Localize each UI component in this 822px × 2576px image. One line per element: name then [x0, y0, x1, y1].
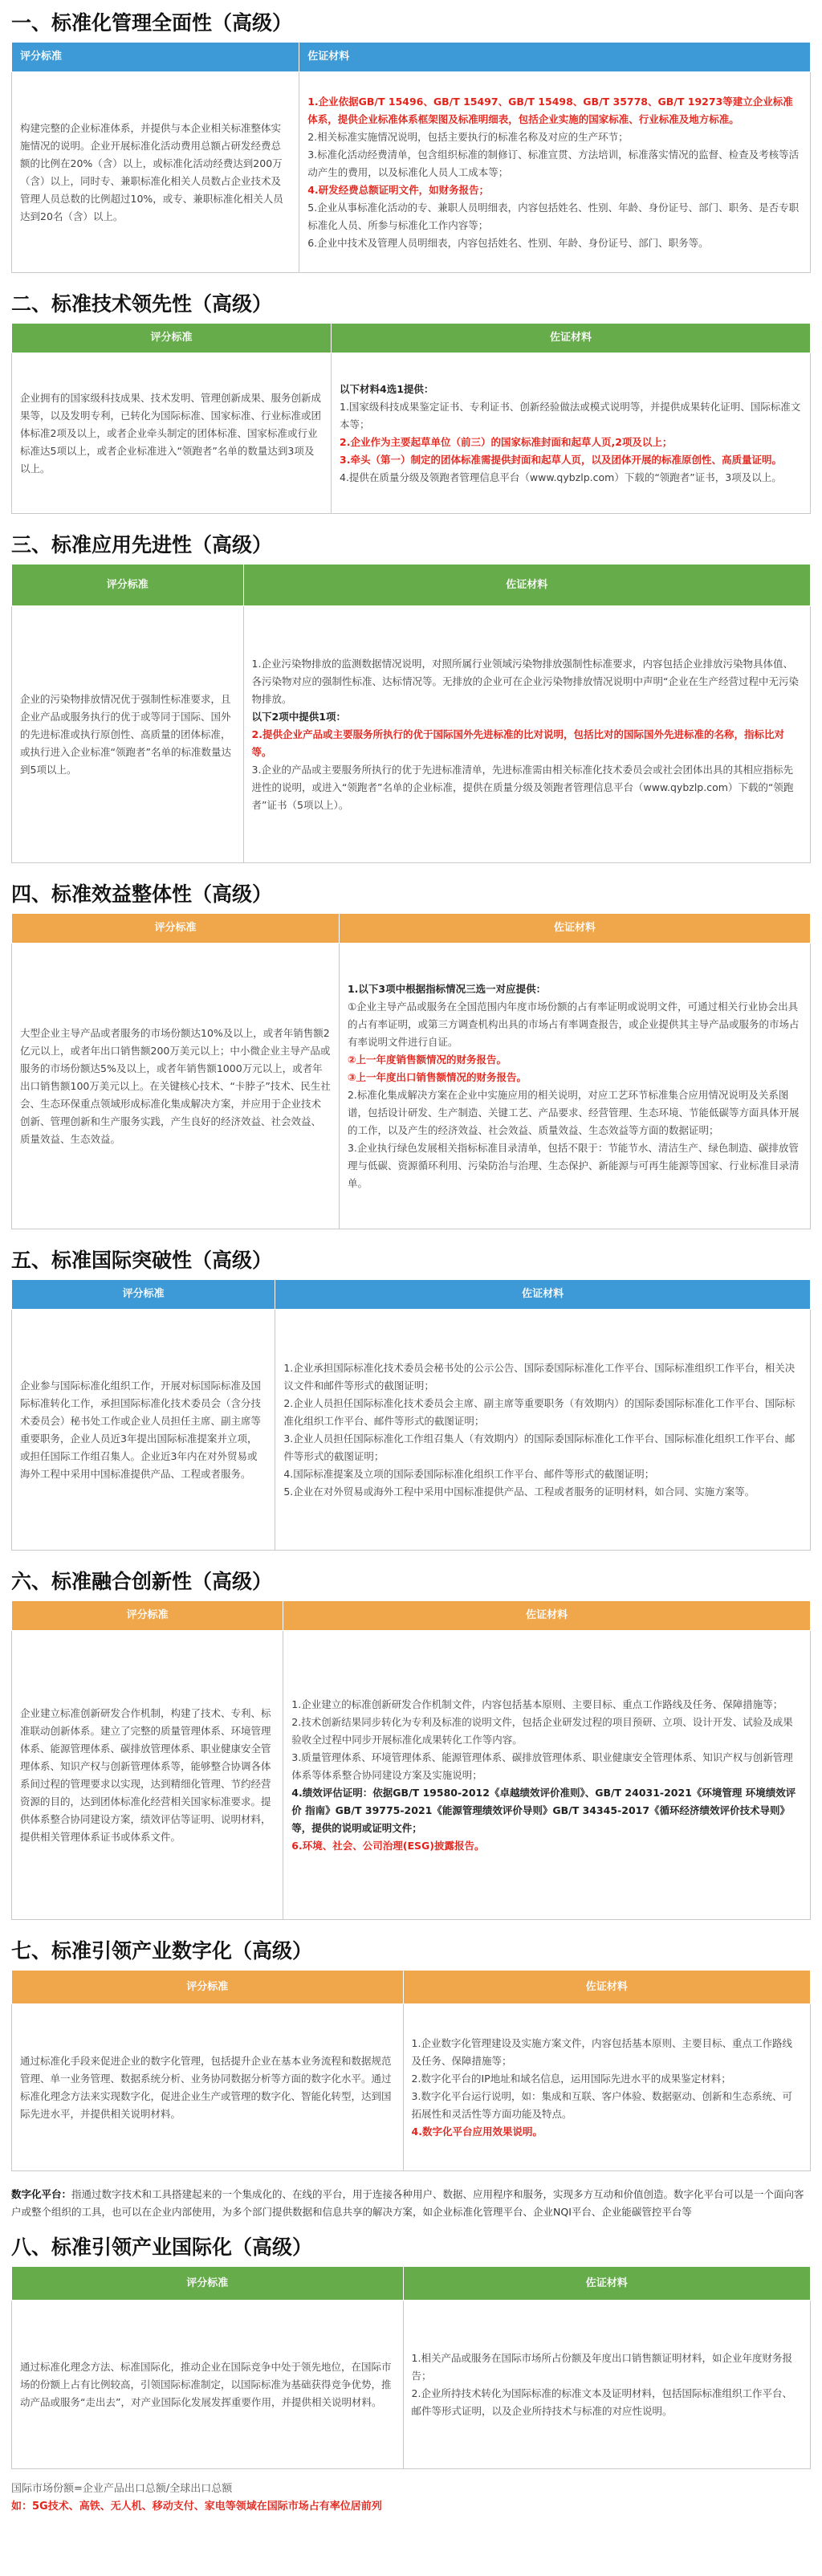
- evidence-item: 1.企业依据GB/T 15496、GB/T 15497、GB/T 15498、GB/T 35778、GB/T 19273等建立企业标准体系，提供企业标准体系框架图及标准明细表，包括企业实施的国家标准、行业标准及地方标准。: [307, 95, 793, 125]
- criteria-table: [11, 564, 811, 863]
- evidence-item: 2.数字化平台的IP地址和域名信息，运用国际先进水平的成果鉴定材料；: [411, 2072, 731, 2085]
- evidence-item: 以下材料4选1提供：: [340, 382, 434, 395]
- section-4: [0, 863, 822, 1229]
- section-title: 七、标准引领产业数字化（高级）: [11, 1939, 313, 1963]
- criteria-table: [11, 323, 811, 514]
- section-title: 一、标准化管理全面性（高级）: [11, 11, 293, 35]
- digital-platform-note: [0, 2171, 822, 2221]
- section-title: 二、标准技术领先性（高级）: [11, 292, 273, 316]
- right-header: 佐证材料: [243, 565, 810, 606]
- left-header: 评分标准: [12, 1280, 275, 1310]
- evidence-item: 1.企业污染物排放的监测数据情况说明，对照所属行业领域污染物排放强制性标准要求，内容包括企业排放污染物具体值、各污染物对应的强制性标准、达标情况等。无排放的企业可在企业污染物排放情况说明中声明“企业在生产经营过程中无污染物排放。: [251, 657, 800, 705]
- right-header: 佐证材料: [339, 914, 810, 944]
- evidence-cell: [403, 2301, 810, 2469]
- evidence-item: 1.企业建立的标准创新研发合作机制文件，内容包括基本原则、主要目标、重点工作路线及任务、保障措施等；: [291, 1698, 783, 1710]
- evidence-cell: [339, 944, 810, 1229]
- section-title: 四、标准效益整体性（高级）: [11, 882, 273, 906]
- evidence-item: 以下2项中提供1项：: [251, 710, 346, 723]
- market-share-example: 如：5G技术、高铁、无人机、移动支付、家电等领域在国际市场占有率位居前列: [11, 2501, 382, 2513]
- section-5: [0, 1229, 822, 1551]
- criteria-text: 企业参与国际标准化组织工作，开展对标国际标准及国际标准转化工作，承担国际标准化技术委员会（含分技术委员会）秘书处工作或企业人员担任主席、副主席等重要职务，企业人员近3年提出国际标准提案并立项，或担任国际工作组召集人。企业近3年内在对外贸易或海外工程中采用中国标准提供产品、工程或者服务。: [12, 1310, 275, 1551]
- evidence-item: 3.标准化活动经费清单，包含组织标准的制修订、标准宣贯、方法培训，标准落实情况的监督、检查及考核等活动产生的费用，以及标准化人员人工成本等；: [307, 148, 800, 178]
- evidence-item: 1.企业数字化管理建设及实施方案文件，内容包括基本原则、主要目标、重点工作路线及任务、保障措施等；: [411, 2036, 792, 2067]
- evidence-item: 2.提供企业产品或主要服务所执行的优于国际国外先进标准的比对说明，包括比对的国际国外先进标准的名称，指标比对等。: [251, 728, 784, 758]
- section-7: [0, 1920, 822, 2171]
- evidence-item: 3.企业执行绿色发展相关指标标准目录清单，包括不限于：节能节水、清洁生产、绿色制造、碳排放管理与低碳、资源循环利用、污染防治与治理、生态保护、新能源与可再生能源等国家、行业标准目录清单。: [347, 1141, 800, 1189]
- section-title: 三、标准应用先进性（高级）: [11, 533, 273, 556]
- evidence-item: 5.企业从事标准化活动的专、兼职人员明细表，内容包括姓名、性别、年龄、身份证号、部门、职务、是否专职标准化人员、所参与标准化工作内容等；: [307, 201, 800, 231]
- right-header: 佐证材料: [299, 43, 811, 72]
- section-3: [0, 514, 822, 863]
- evidence-item: 1.国家级科技成果鉴定证书、专利证书、创新经验做法或模式说明等，并提供成果转化证明、国际标准文本等；: [340, 400, 801, 430]
- evidence-item: ①企业主导产品或服务在全国范围内年度市场份额的占有率证明或说明文件，可通过相关行业协会出具的占有率证明，或第三方调查机构出具的市场占有率调查报告，或企业提供其主导产品或服务的市场占有率说明文件进行自证。: [347, 1000, 800, 1048]
- evidence-item: 2.相关标准实施情况说明，包括主要执行的标准名称及对应的生产环节；: [307, 130, 629, 143]
- section-6: [0, 1551, 822, 1920]
- left-header: 评分标准: [12, 324, 332, 353]
- criteria-table: [11, 1600, 811, 1920]
- criteria-text: 构建完整的企业标准体系，并提供与本企业相关标准整体实施情况的说明。企业开展标准化活动费用总额占研发经费总额的比例在20%（含）以上，或标准化活动经费达到200万（含）以上，同时专、兼职标准化相关人员数占企业技术及管理人员总数的比例超过10%，或专、兼职标准化相关人员达到20名（含）以上。: [12, 72, 299, 273]
- note-label: 数字化平台：: [11, 2188, 72, 2200]
- right-header: 佐证材料: [403, 2267, 810, 2301]
- criteria-table: [11, 42, 811, 273]
- left-header: 评分标准: [12, 2267, 404, 2301]
- evidence-cell: [275, 1310, 811, 1551]
- evidence-item: 4.绩效评估证明：依据GB/T 19580-2012《卓越绩效评价准则》、GB/T 24031-2021《环境管理 环境绩效评价 指南》GB/T 39775-2021《能源管理绩效评价导则》GB/T 34345-2017《循环经济绩效评价技术导则》等，提供的说明或证明文件；: [291, 1786, 796, 1834]
- evidence-item: 4.国际标准提案及立项的国际委国际标准化组织工作平台、邮件等形式的截图证明；: [283, 1467, 655, 1480]
- evidence-cell: [332, 353, 811, 514]
- section-title: 六、标准融合创新性（高级）: [11, 1570, 273, 1593]
- evidence-cell: [283, 1631, 811, 1920]
- evidence-item: 6.企业中技术及管理人员明细表，内容包括姓名、性别、年龄、身份证号、部门、职务等。: [307, 236, 709, 249]
- criteria-table: [11, 2266, 811, 2469]
- criteria-table: [11, 1970, 811, 2171]
- right-header: 佐证材料: [403, 1971, 810, 2004]
- evidence-item: 2.企业人员担任国际标准化技术委员会主席、副主席等重要职务（有效期内）的国际委国际标准化工作平台、国际标准化组织工作平台、邮件等形式的截图证明；: [283, 1396, 796, 1427]
- right-header: 佐证材料: [332, 324, 811, 353]
- evidence-item: 4.研发经费总额证明文件，如财务报告；: [307, 183, 490, 196]
- criteria-text: 通过标准化理念方法、标准国际化，推动企业在国际竞争中处于领先地位，在国际市场的份额上占有比例较高，引领国际标准制定，以国际标准为基础获得竞争优势，推动产品或服务“走出去”，对产业国际化发展发挥重要作用，并提供相关说明材料。: [12, 2301, 404, 2469]
- section-title: 八、标准引领产业国际化（高级）: [11, 2236, 313, 2259]
- evidence-item: 3.牵头（第一）制定的团体标准需提供封面和起草人页，以及团体开展的标准原创性、高质量证明。: [340, 453, 782, 466]
- left-header: 评分标准: [12, 43, 299, 72]
- evidence-item: 3.企业人员担任国际标准化工作组召集人（有效期内）的国际委国际标准化工作平台、国际标准化组织工作平台、邮件等形式的截图证明；: [283, 1432, 796, 1462]
- note-text: 指通过数字技术和工具搭建起来的一个集成化的、在线的平台，用于连接各种用户、数据、应用程序和服务，实现多方互动和价值创造。数字化平台可以是一个面向客户或整个组织的工具，也可以在企业内部使用，为多个部门提供数据和信息共享的解决方案，如企业标准化管理平台、企业NQI平台、企业能碳管控平台等: [11, 2188, 804, 2218]
- evidence-item: 1.以下3项中根据指标情况三选一对应提供：: [347, 982, 547, 995]
- evidence-cell: [243, 606, 810, 863]
- evidence-item: 2.企业作为主要起草单位（前三）的国家标准封面和起草人页,2项及以上；: [340, 435, 673, 448]
- evidence-item: 4.提供在质量分级及领跑者管理信息平台（www.qybzlp.com）下载的“领跑者”证书，3项及以上。: [340, 471, 782, 483]
- footer-notes: [0, 2469, 822, 2516]
- evidence-item: 2.企业所持技术转化为国际标准的标准文本及证明材料，包括国际标准组织工作平台、邮件等形式证明，以及企业所持技术与标准的对应性说明。: [411, 2386, 792, 2417]
- criteria-text: 通过标准化手段来促进企业的数字化管理，包括提升企业在基本业务流程和数据规范管理、单一业务管理、数据系统分析、业务协同数据分析等方面的数字化水平。通过标准化理念方法来实现数字化，促进企业生产或管理的数字化、智能化转型，达到国际先进水平，并提供相关说明材料。: [12, 2004, 404, 2171]
- left-header: 评分标准: [12, 565, 244, 606]
- evidence-item: 2.标准化集成解决方案在企业中实施应用的相关说明，对应工艺环节标准集合应用情况说明及关系图谱，包括设计研发、生产制造、关键工艺、产品要求、经营管理、生态环境、节能低碳等方面具体开展的工作，以及产生的经济效益、社会效益、质量效益、生态效益等方面的数据证明；: [347, 1088, 800, 1136]
- evidence-item: ②上一年度销售额情况的财务报告。: [347, 1053, 507, 1066]
- evidence-item: ③上一年度出口销售额情况的财务报告。: [347, 1070, 527, 1083]
- evidence-item: 3.质量管理体系、环境管理体系、能源管理体系、碳排放管理体系、职业健康安全管理体系、知识产权与创新管理体系等体系整合协同建设方案及实施说明；: [291, 1751, 793, 1781]
- evidence-item: 3.企业的产品或主要服务所执行的优于先进标准清单，先进标准需由相关标准化技术委员会或社会团体出具的其相应指标先进性的说明，或进入“领跑者”名单的企业标准，提供在质量分级及领跑者管理信息平台（www.qybzlp.com）下载的“领跑者”证书（5项以上）。: [251, 763, 794, 811]
- criteria-text: 大型企业主导产品或者服务的市场份额达10%及以上，或者年销售额2亿元以上，或者年出口销售额200万美元以上；中小微企业主导产品或服务的市场份额达5%及以上，或者年销售额1000万元以上，或者年出口销售额100万美元以上。在关键核心技术、“卡脖子”技术、民生社会、生态环保重点领域形成标准化集成解决方案，并应用于企业技术创新、管理创新和生产服务实践，产生良好的经济效益、社会效益、质量效益、生态效益。: [12, 944, 340, 1229]
- right-header: 佐证材料: [275, 1280, 811, 1310]
- criteria-text: 企业拥有的国家级科技成果、技术发明、管理创新成果、服务创新成果等，以及发明专利，已转化为国际标准、国家标准、行业标准或团体标准2项及以上，或者企业牵头制定的团体标准、国家标准或行业标准达5项以上，或者企业标准进入“领跑者”名单的数量达到3项及以上。: [12, 353, 332, 514]
- market-share-formula: 国际市场份额=企业产品出口总额/全球出口总额: [11, 2483, 233, 2495]
- section-2: [0, 273, 822, 514]
- criteria-table: [11, 1279, 811, 1551]
- evidence-cell: [299, 72, 811, 273]
- criteria-text: 企业的污染物排放情况优于强制性标准要求，且企业产品或服务执行的优于或等同于国际、国外的先进标准或执行原创性、高质量的团体标准，或执行进入企业标准“领跑者”名单的标准数量达到5项以上。: [12, 606, 244, 863]
- evidence-item: 2.技术创新结果同步转化为专利及标准的说明文件，包括企业研发过程的项目预研、立项、设计开发、试验及成果验收全过程中同步开展标准化成果转化工作等内容。: [291, 1715, 793, 1746]
- evidence-item: 5.企业在对外贸易或海外工程中采用中国标准提供产品、工程或者服务的证明材料，如合同、实施方案等。: [283, 1485, 755, 1498]
- section-8: [0, 2221, 822, 2469]
- left-header: 评分标准: [12, 1971, 404, 2004]
- evidence-item: 6.环境、社会、公司治理(ESG)披露报告。: [291, 1839, 485, 1852]
- criteria-text: 企业建立标准创新研发合作机制，构建了技术、专利、标准联动创新体系。建立了完整的质量管理体系、环境管理体系、能源管理体系、碳排放管理体系、职业健康安全管理体系、知识产权与创新管理体系等，能够整合协调各体系间过程的管理要求以实现，达到精细化管理、节约经营资源的目的，达到团体标准化经营相关国家标准要求。提供体系整合协同建设方案，绩效评估等证明、说明材料，提供相关管理体系证书或体系文件。: [12, 1631, 283, 1920]
- left-header: 评分标准: [12, 1601, 283, 1631]
- evidence-item: 1.企业承担国际标准化技术委员会秘书处的公示公告、国际委国际标准化工作平台、国际标准组织工作平台，相关决议文件和邮件等形式的截图证明；: [283, 1361, 796, 1392]
- evidence-item: 1.相关产品或服务在国际市场所占份额及年度出口销售额证明材料，如企业年度财务报告；: [411, 2351, 792, 2382]
- section-1: [0, 0, 822, 273]
- left-header: 评分标准: [12, 914, 340, 944]
- section-title: 五、标准国际突破性（高级）: [11, 1249, 273, 1272]
- evidence-item: 3.数字化平台运行说明，如：集成和互联、客户体验、数据驱动、创新和生态系统、可拓展性和灵活性等方面功能及特点。: [411, 2089, 792, 2120]
- criteria-table: [11, 913, 811, 1229]
- right-header: 佐证材料: [283, 1601, 811, 1631]
- evidence-cell: [403, 2004, 810, 2171]
- evidence-item: 4.数字化平台应用效果说明。: [411, 2125, 543, 2138]
